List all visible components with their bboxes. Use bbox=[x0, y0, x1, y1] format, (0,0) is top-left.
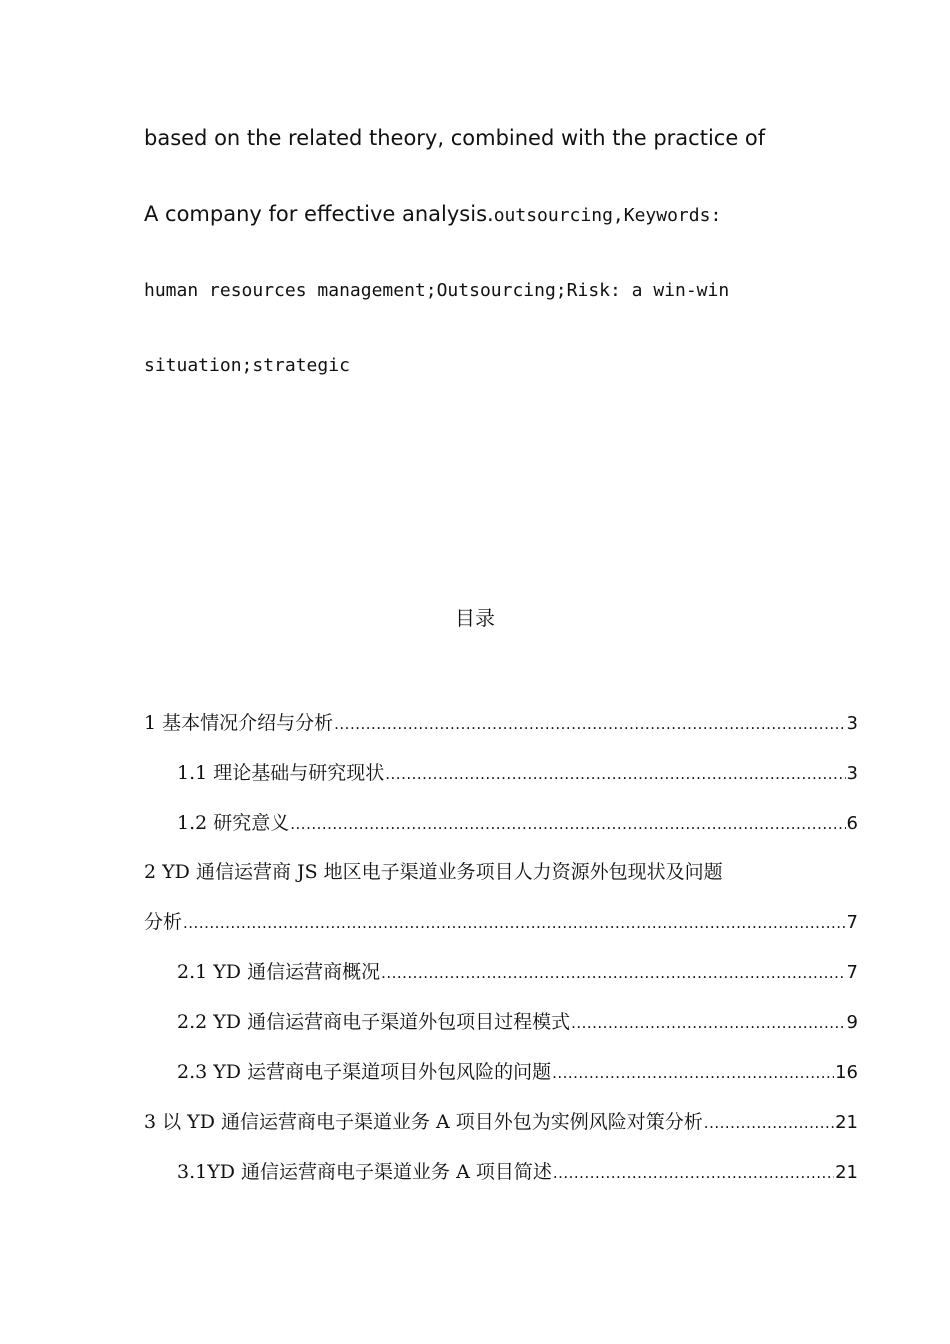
toc-entry-2[interactable] bbox=[144, 907, 858, 934]
toc-entry-text: 1.1 理论基础与研究现状 bbox=[177, 762, 385, 784]
abstract-line-2-sans: A company for effective analysis. bbox=[144, 202, 494, 226]
abstract-line-2 bbox=[144, 202, 721, 226]
toc-page-number: 21 bbox=[835, 1162, 858, 1183]
abstract-line-4: situation;strategic bbox=[144, 355, 350, 376]
toc-leader-dots bbox=[553, 1164, 834, 1182]
toc-entry-3[interactable] bbox=[144, 1107, 858, 1134]
toc-leader-dots bbox=[183, 914, 846, 932]
toc-leader-dots bbox=[385, 765, 845, 783]
toc-leader-dots bbox=[290, 815, 845, 833]
toc-entry-1-2[interactable] bbox=[177, 808, 858, 835]
toc-entry-2-line-1[interactable]: 2 YD 通信运营商 JS 地区电子渠道业务项目人力资源外包现状及问题 bbox=[144, 861, 723, 883]
toc-entry-1-1[interactable] bbox=[177, 758, 858, 785]
toc-entry-2-3[interactable] bbox=[177, 1057, 858, 1084]
toc-entry-text: 1.2 研究意义 bbox=[177, 812, 290, 834]
toc-page-number: 21 bbox=[835, 1112, 858, 1133]
toc-entry-1[interactable] bbox=[144, 708, 858, 735]
toc-entry-2-2[interactable] bbox=[177, 1007, 858, 1034]
toc-page-number: 9 bbox=[846, 1012, 858, 1033]
toc-leader-dots bbox=[704, 1114, 834, 1132]
toc-entry-3-1[interactable] bbox=[177, 1157, 858, 1184]
toc-leader-dots bbox=[381, 964, 845, 982]
abstract-line-2-mono: outsourcing,Keywords: bbox=[493, 205, 722, 226]
toc-leader-dots bbox=[334, 715, 845, 733]
toc-entry-text: 2.1 YD 通信运营商概况 bbox=[177, 961, 381, 983]
toc-entry-text: 2.3 YD 运营商电子渠道项目外包风险的问题 bbox=[177, 1061, 552, 1083]
toc-entry-text: 1 基本情况介绍与分析 bbox=[144, 712, 334, 734]
toc-title: 目录 bbox=[455, 606, 495, 630]
toc-page-number: 6 bbox=[846, 813, 858, 834]
abstract-line-1: based on the related theory, combined with the practice of bbox=[144, 126, 766, 150]
toc-page-number: 7 bbox=[846, 962, 858, 983]
toc-leader-dots bbox=[571, 1014, 845, 1032]
toc-page-number: 16 bbox=[835, 1062, 858, 1083]
toc-entry-text: 分析 bbox=[144, 911, 183, 933]
toc-entry-2-1[interactable] bbox=[177, 957, 858, 984]
abstract-line-3: human resources management;Outsourcing;Risk: a win-win bbox=[144, 280, 730, 301]
toc-leader-dots bbox=[552, 1064, 834, 1082]
toc-page-number: 3 bbox=[846, 763, 858, 784]
toc-entry-text: 3 以 YD 通信运营商电子渠道业务 A 项目外包为实例风险对策分析 bbox=[144, 1111, 703, 1133]
toc-page-number: 7 bbox=[846, 912, 858, 933]
toc-entry-text: 3.1YD 通信运营商电子渠道业务 A 项目简述 bbox=[177, 1161, 552, 1183]
toc-page-number: 3 bbox=[846, 713, 858, 734]
toc-entry-text: 2.2 YD 通信运营商电子渠道外包项目过程模式 bbox=[177, 1011, 571, 1033]
